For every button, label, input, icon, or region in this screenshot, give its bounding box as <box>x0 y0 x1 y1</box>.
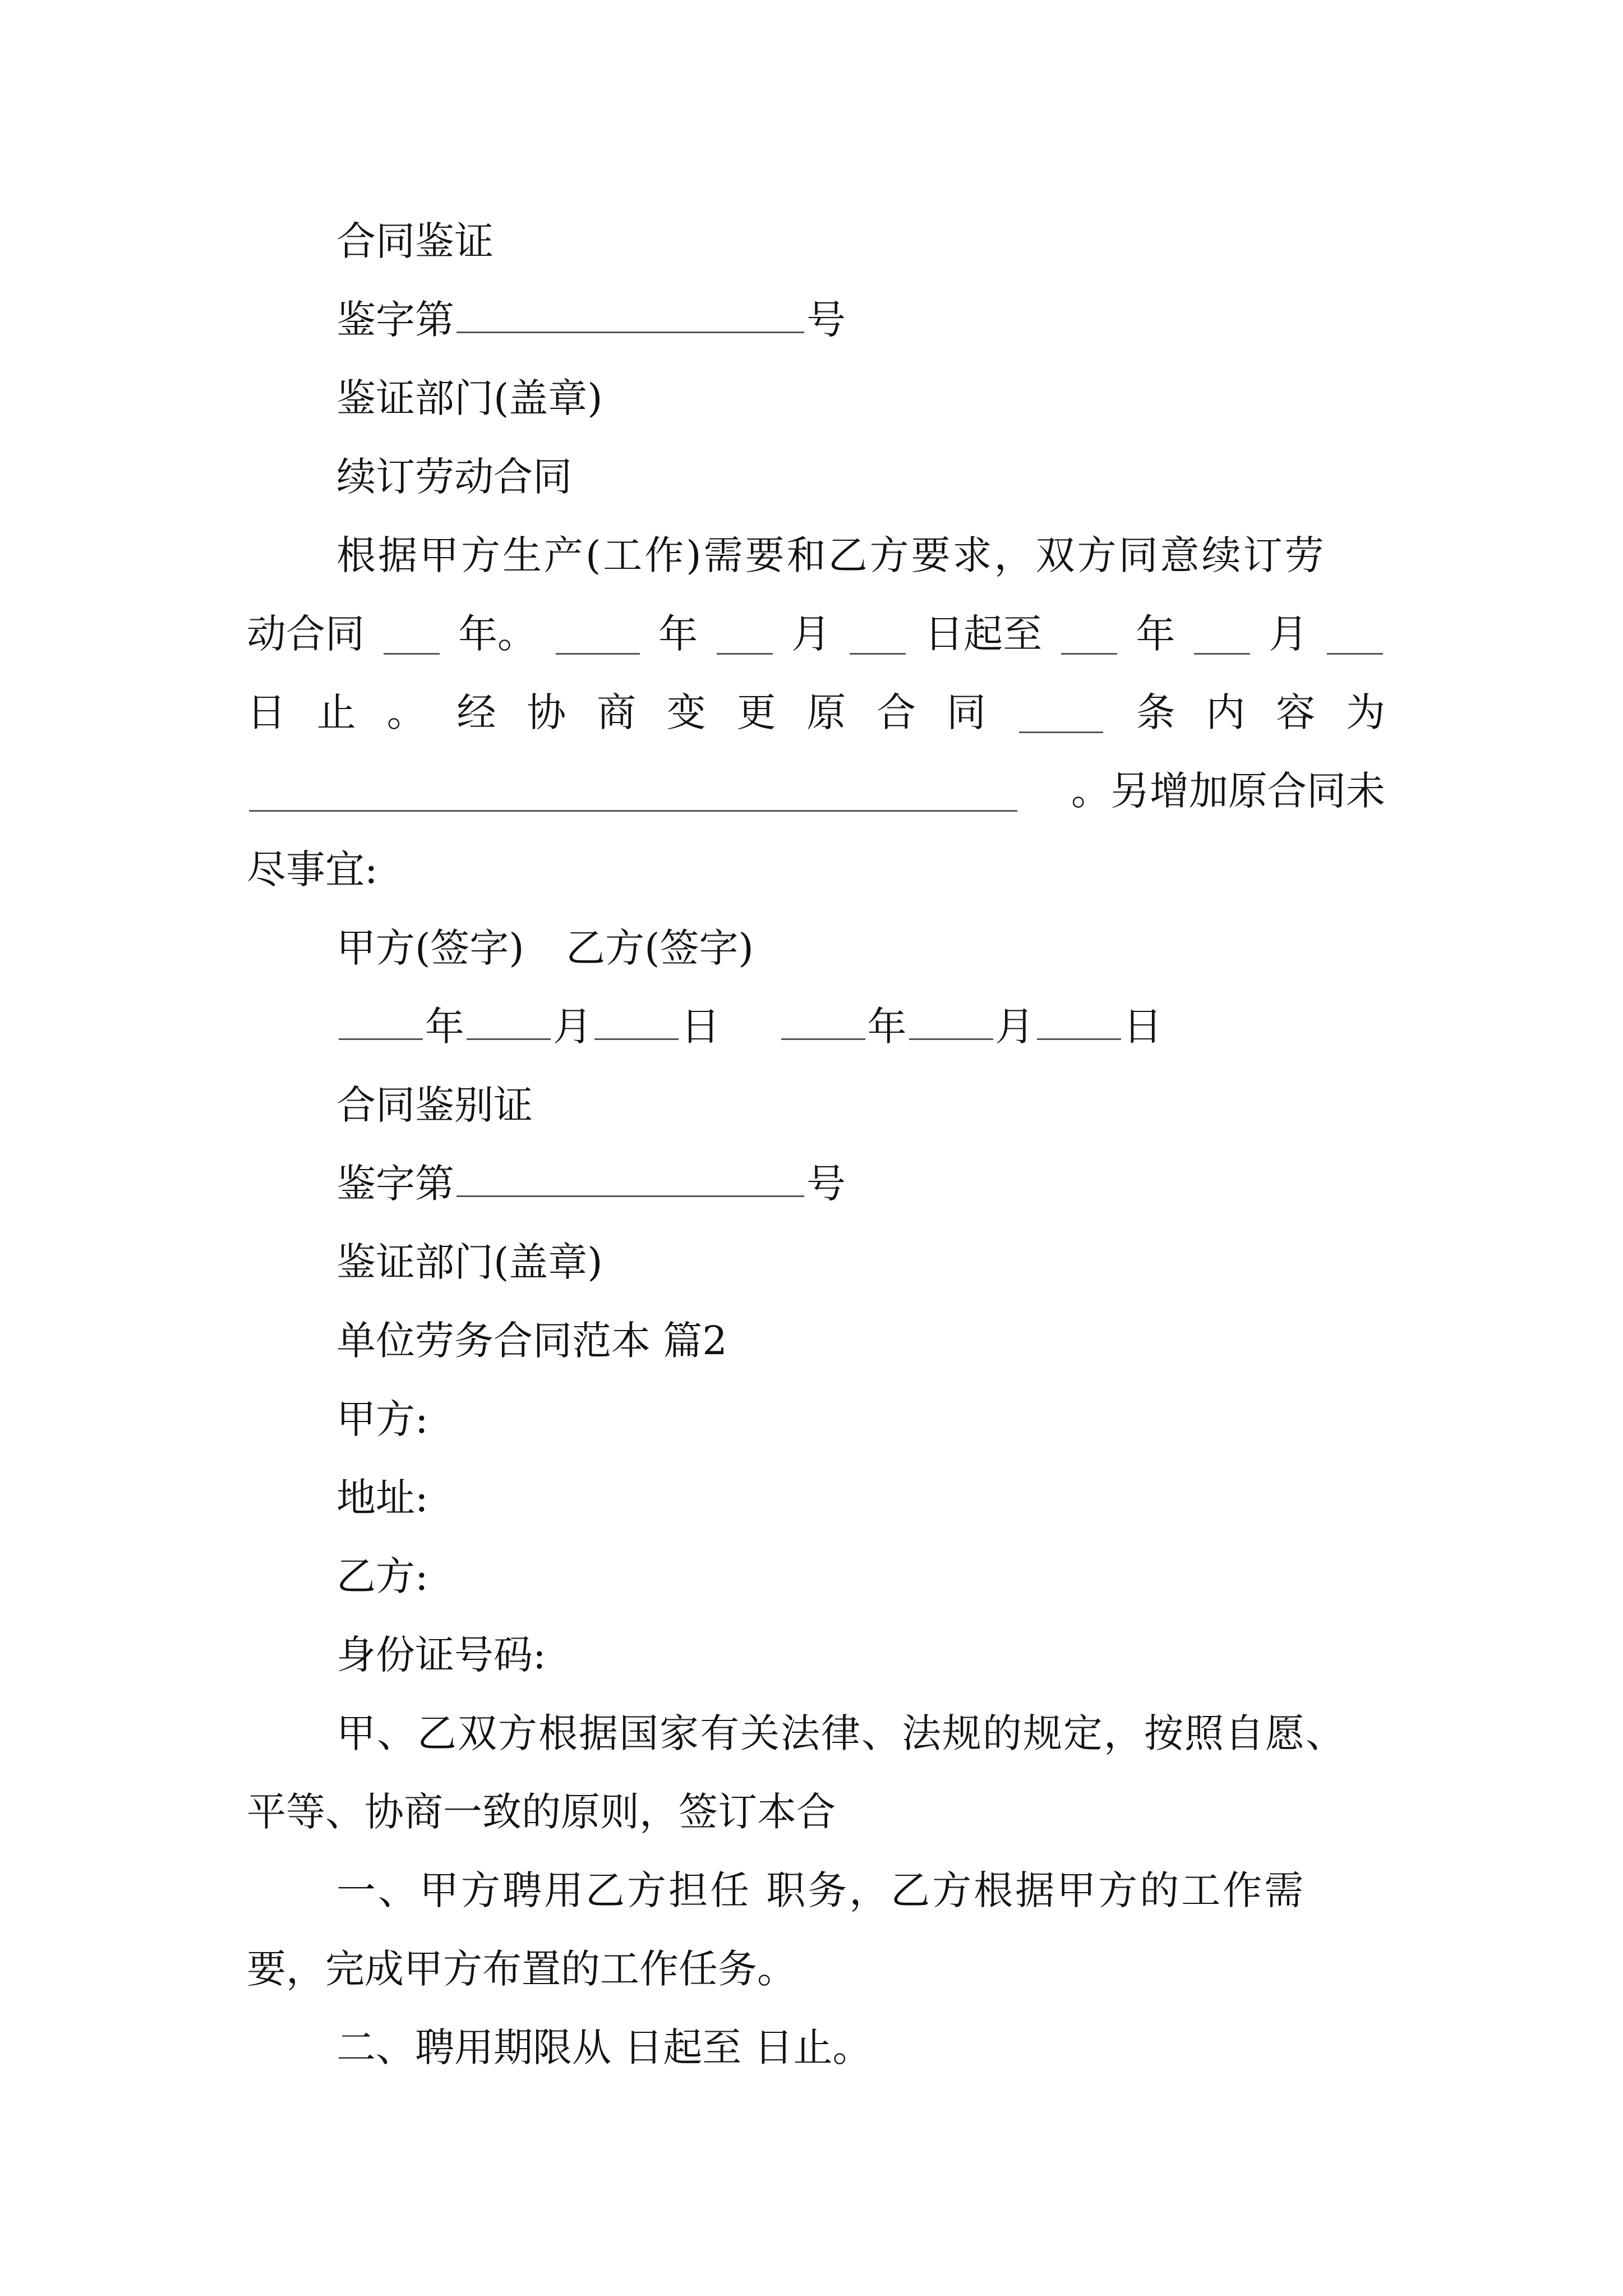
blank-field <box>556 614 640 655</box>
paragraph-line: 动合同 年。 年 月 日起至 年 月 <box>247 600 1385 668</box>
blank-field <box>1061 614 1117 655</box>
paragraph-line: 。另增加原合同未 <box>247 757 1385 825</box>
paragraph-line: 尽事宜: <box>247 846 378 892</box>
blank-field <box>1019 692 1103 733</box>
verification-number-line: 鉴字第 号 <box>336 1150 1385 1217</box>
paragraph-line: 一、甲方聘用乙方担任 职务，乙方根据甲方的工作需 <box>336 1867 1306 1913</box>
blank-field <box>1194 614 1250 655</box>
paragraph-line: 日 止 。 经 协 商 变 更 原 合 同 条 内 容 为 <box>247 689 1385 735</box>
verification-dept-line: 鉴证部门(盖章) <box>336 1239 603 1285</box>
blank-field <box>717 614 773 655</box>
paragraph-line: 甲、乙双方根据国家有关法律、法规的规定，按照自愿、 <box>336 1710 1346 1756</box>
heading-renewal-contract: 续订劳动合同 <box>336 454 572 500</box>
paragraph-line: 要，完成甲方布置的工作任务。 <box>247 1946 796 1992</box>
id-number-line: 身份证号码: <box>336 1632 546 1678</box>
blank-field <box>1327 614 1383 655</box>
blank-field <box>467 999 551 1040</box>
blank-field <box>850 614 906 655</box>
paragraph-line: 二、聘用期限从 日起至 日止。 <box>336 2024 872 2070</box>
blank-field <box>594 999 679 1040</box>
blank-field <box>339 999 423 1040</box>
paragraph-line: 根据甲方生产(工作)需要和乙方要求，双方同意续订劳 <box>336 532 1326 578</box>
heading-contract-verification: 合同鉴证 <box>336 218 494 264</box>
party-b-line: 乙方: <box>336 1553 428 1599</box>
signature-date-line: 年 月 日 年 月 日 <box>336 993 1385 1060</box>
blank-field <box>249 771 1017 812</box>
section-heading: 单位劳务合同范本 篇2 <box>336 1318 727 1364</box>
blank-field <box>781 999 865 1040</box>
party-a-line: 甲方: <box>336 1396 428 1442</box>
blank-field <box>1037 999 1121 1040</box>
signature-labels: 甲方(签字) 乙方(签字) <box>336 925 754 971</box>
paragraph-line: 平等、协商一致的原则，签订本合 <box>247 1789 836 1835</box>
blank-field <box>384 614 440 655</box>
blank-field <box>457 292 804 333</box>
blank-field <box>457 1156 804 1197</box>
verification-dept-line: 鉴证部门(盖章) <box>336 375 603 421</box>
heading-contract-identification: 合同鉴别证 <box>336 1082 533 1128</box>
verification-number-line: 鉴字第 号 <box>336 286 1385 353</box>
blank-field <box>909 999 993 1040</box>
address-line: 地址: <box>336 1475 428 1521</box>
